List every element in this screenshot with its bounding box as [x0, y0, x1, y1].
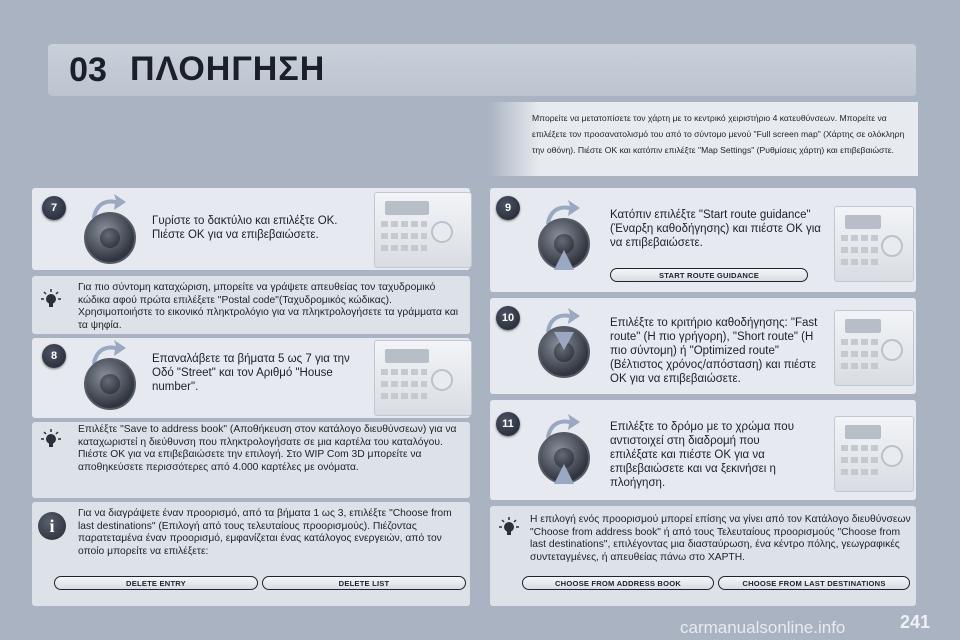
device-icon [374, 340, 472, 416]
arrow-up-icon [554, 464, 574, 484]
step-9-knob [528, 198, 608, 280]
chapter-title: ΠΛΟΗΓΗΣΗ [130, 50, 326, 88]
delete-entry-button[interactable]: DELETE ENTRY [54, 576, 258, 590]
step-9-badge: 9 [496, 196, 520, 220]
step-8-badge: 8 [42, 344, 66, 368]
bulb-icon [40, 428, 62, 450]
page-number: 241 [900, 612, 931, 632]
device-icon [834, 310, 914, 386]
arrow-down-icon [554, 332, 574, 350]
choose-last-destinations-button[interactable]: CHOOSE FROM LAST DESTINATIONS [718, 576, 910, 590]
step-10-badge: 10 [496, 306, 520, 330]
step-7-text: Γυρίστε το δακτύλιο και επιλέξτε ΟΚ. Πιέστε ΟΚ για να επιβεβαιώσετε. [152, 215, 338, 241]
watermark: carmanualsonline.info [680, 618, 846, 637]
tip-destination-text: Η επιλογή ενός προορισμού μπορεί επίσης να γίνει από τον Κατάλογο διευθύνσεων "Choose from address book" ή από τους Τελευταίους προορισμούς "Choose from last destinations", επιλέγοντας μια διασταύρωση, ένα κέντρο πόλης, γεωγραφικές συντεταγμένες, ή απευθείας πάνω στο ΧΑΡΤΗ. [530, 514, 911, 563]
knob-icon [84, 358, 136, 410]
arrow-up-icon [554, 250, 574, 270]
start-route-guidance-button[interactable]: START ROUTE GUIDANCE [610, 268, 808, 282]
intro-text: Μπορείτε να μετατοπίσετε τον χάρτη με το κεντρικό χειριστήριο 4 κατευθύνσεων. Μπορείτε να επιλέξετε τον προσανατολισμό του από το σύντομο μενού "Full screen map" (Χάρτης σε ολόκληρη την οθόνη). Πιέστε ΟΚ και κατόπιν επιλέξτε "Map Settings" (Ρυθμίσεις χάρτη) και επιβεβαιώστε. [488, 102, 918, 176]
tip-delete-text: Για να διαγράψετε έναν προορισμό, από τα βήματα 1 ως 3, επιλέξτε "Choose from last destinations" (Επιλογή από τους τελευταίους προορισμούς). Πιέζοντας παρατεταμένα έναν προορισμό, εμφανίζεται ένας κατάλογος ενεργειών, από τον οποίο μπορείτε να επιλέξετε: [78, 508, 452, 557]
knob-icon [84, 212, 136, 264]
step-7-badge: 7 [42, 196, 66, 220]
step-11-knob [528, 412, 608, 494]
step-11-badge: 11 [496, 412, 520, 436]
info-icon: i [38, 512, 66, 540]
device-icon [834, 206, 914, 282]
step-8-text: Επαναλάβετε τα βήματα 5 ως 7 για την Οδό "Street" και τον Αριθμό "House number". [152, 353, 350, 393]
tip-postal-text: Για πιο σύντομη καταχώριση, μπορείτε να γράψετε απευθείας τον ταχυδρομικό κώδικα αφού πρώτα επιλέξετε "Postal code"(Ταχυδρομικός κώδικας). Χρησιμοποιήστε το εικονικό πληκτρολόγιο για να πληκτρολογήσετε τα γράμματα και τα ψηφία. [78, 282, 459, 331]
bulb-icon [498, 516, 520, 538]
step-8-knob [74, 338, 154, 420]
chapter-number: 03 [69, 50, 107, 89]
step-10-text: Επιλέξτε το κριτήριο καθοδήγησης: "Fast route" (Η πιο γρήγορη), "Short route" (Η πιο σύντομη) ή "Optimized route" (Βέλτιστος χρόνος/απόσταση) και πιέστε ΟΚ για να επιβεβαιώσετε. [610, 317, 818, 385]
bulb-icon [40, 288, 62, 310]
step-10-knob [528, 306, 608, 388]
step-7-knob [74, 192, 154, 274]
tip-save-text: Επιλέξτε "Save to address book" (Αποθήκευση στον κατάλογο διευθύνσεων) για να καταχωριστεί η διεύθυνση που πληκτρολογήσατε σε μια καρτέλα του καταλόγου. Πιέστε ΟΚ για να επιβεβαιώσετε την επιλογή. Στο WIP Com 3D μπορείτε να αποθηκεύσετε περισσότερες από 4.000 καρτέλες με ονόματα. [78, 424, 457, 473]
choose-address-book-button[interactable]: CHOOSE FROM ADDRESS BOOK [522, 576, 714, 590]
device-icon [374, 192, 472, 268]
device-icon [834, 416, 914, 492]
step-11-text: Επιλέξτε το δρόμο με το χρώμα που αντιστοιχεί στη διαδρομή που επιλέξατε και πιέστε ΟΚ για να επιβεβαιώσετε και να ξεκινήσει η πλοήγηση. [610, 421, 794, 489]
delete-list-button[interactable]: DELETE LIST [262, 576, 466, 590]
step-9-text: Κατόπιν επιλέξτε "Start route guidance" (Έναρξη καθοδήγησης) και πιέστε ΟΚ για να επιβεβαιώσετε. [610, 209, 821, 249]
